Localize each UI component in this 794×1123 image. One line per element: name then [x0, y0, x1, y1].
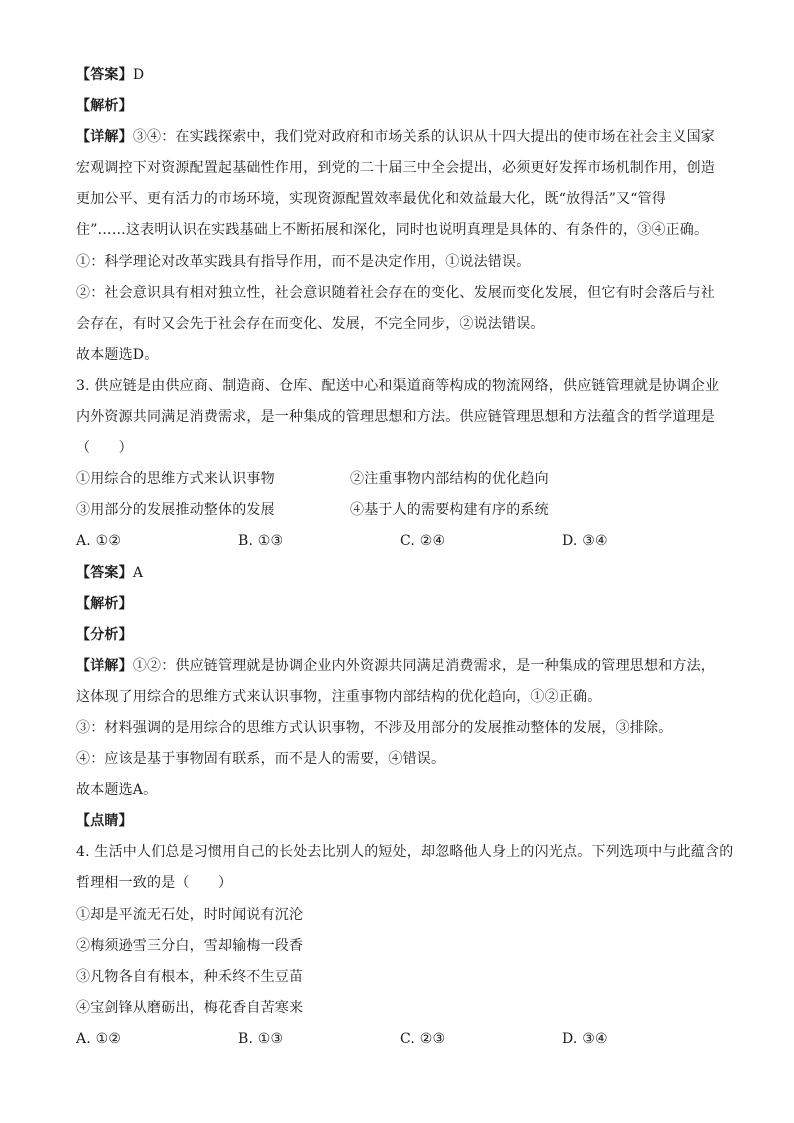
question-3-stem: 内外资源共同满足消费需求，是一种集成的管理思想和方法。供应链管理思想和方法蕴含的哲学道理是	[76, 409, 715, 426]
answer-value: D	[132, 67, 145, 83]
choice-b: B. ①③	[238, 1030, 284, 1047]
statement-4: ④基于人的需要构建有序的系统	[350, 502, 549, 519]
statement-3: ③用部分的发展推动整体的发展	[76, 502, 275, 519]
detail-line: 这体现了用综合的思维方式来认识事物，注重事物内部结构的优化趋向，①②正确。	[76, 688, 602, 705]
detail-line: ④：应该是基于事物固有联系，而不是人的需要，④错误。	[76, 751, 446, 768]
analysis-heading	[76, 91, 726, 122]
analysis-label: 【解析】	[76, 98, 133, 115]
choice-c: C. ②④	[400, 533, 446, 550]
question-4-choices	[76, 1024, 726, 1055]
question-3-choices	[76, 526, 726, 557]
answer-label: 【答案】	[76, 67, 133, 83]
choice-c: C. ②③	[400, 1030, 446, 1047]
statement-1: ①用综合的思维方式来认识事物	[76, 471, 275, 488]
choice-b: B. ①③	[238, 533, 284, 550]
detail-line: ②：社会意识具有相对独立性，社会意识随着社会存在的变化、发展而变化发展，但它有时会落后与社	[76, 284, 715, 301]
question-4-statement: ④宝剑锋从磨砺出，梅花香自苦寒来	[76, 999, 304, 1016]
question-3-statements-row	[76, 464, 726, 495]
detail-line: 住”……这表明认识在实践基础上不断拓展和深化，同时也说明真理是具体的、有条件的，③④正确。	[76, 222, 709, 239]
question-4-statement: ①却是平流无石处，时时闻说有沉沦	[76, 906, 304, 923]
conclusion-line: 故本题选D。	[76, 346, 159, 363]
question-3-statements-row	[76, 495, 726, 526]
question-4-stem: 哲理相一致的是（ ）	[76, 875, 233, 892]
choice-a: A. ①②	[76, 533, 122, 550]
question-3-stem: 3. 供应链是由供应商、制造商、仓库、配送中心和渠道商等构成的物流网络，供应链管理就是协调企业	[76, 377, 720, 394]
detail-label: 【详解】	[76, 129, 133, 146]
choice-d: D. ③④	[562, 533, 608, 550]
question-3-blank: （ ）	[76, 440, 133, 457]
answer-label: 【答案】	[76, 564, 133, 581]
statement-2: ②注重事物内部结构的优化趋向	[350, 471, 549, 488]
detail-line: 会存在，有时又会先于社会存在而变化、发展，不完全同步，②说法错误。	[76, 315, 545, 332]
detail-line: ①：科学理论对改革实践具有指导作用，而不是决定作用，①说法错误。	[76, 253, 531, 270]
answer-value: A	[132, 564, 144, 581]
question-4-statement: ②梅须逊雪三分白，雪却输梅一段香	[76, 937, 304, 954]
question-4-statement: ③凡物各自有根本，种禾终不生豆苗	[76, 968, 304, 985]
detail-line: ③：材料强调的是用综合的思维方式认识事物，不涉及用部分的发展推动整体的发展，③排除。	[76, 719, 673, 736]
question-4-stem: 4. 生活中人们总是习惯用自己的长处去比别人的短处，却忽略他人身上的闪光点。下列选项中与此蕴含的	[76, 844, 734, 861]
document-page	[76, 60, 734, 1055]
answer-line	[76, 558, 726, 589]
detail-label: 【详解】	[76, 657, 133, 674]
analysis-heading: 【解析】	[76, 595, 133, 612]
choice-a: A. ①②	[76, 1030, 122, 1047]
conclusion-line: 故本题选A。	[76, 782, 158, 799]
detail-line: 【详解】③④：在实践探索中，我们党对政府和市场关系的认识从十四大提出的使市场在社会主义国家	[76, 129, 716, 146]
choice-d: D. ③④	[562, 1030, 608, 1047]
detail-line: 宏观调控下对资源配置起基础性作用，到党的二十届三中全会提出，必须更好发挥市场机制作用，创造	[76, 160, 715, 177]
dianjing-heading: 【点睛】	[76, 813, 133, 830]
answer-line	[76, 60, 726, 91]
detail-line: 【详解】①②：供应链管理就是协调企业内外资源共同满足消费需求，是一种集成的管理思想和方法，	[76, 657, 716, 674]
fenxi-heading: 【分析】	[76, 626, 133, 643]
detail-line: 更加公平、更有活力的市场环境，实现资源配置效率最优化和效益最大化，既“放得活”又“管得	[76, 191, 667, 208]
